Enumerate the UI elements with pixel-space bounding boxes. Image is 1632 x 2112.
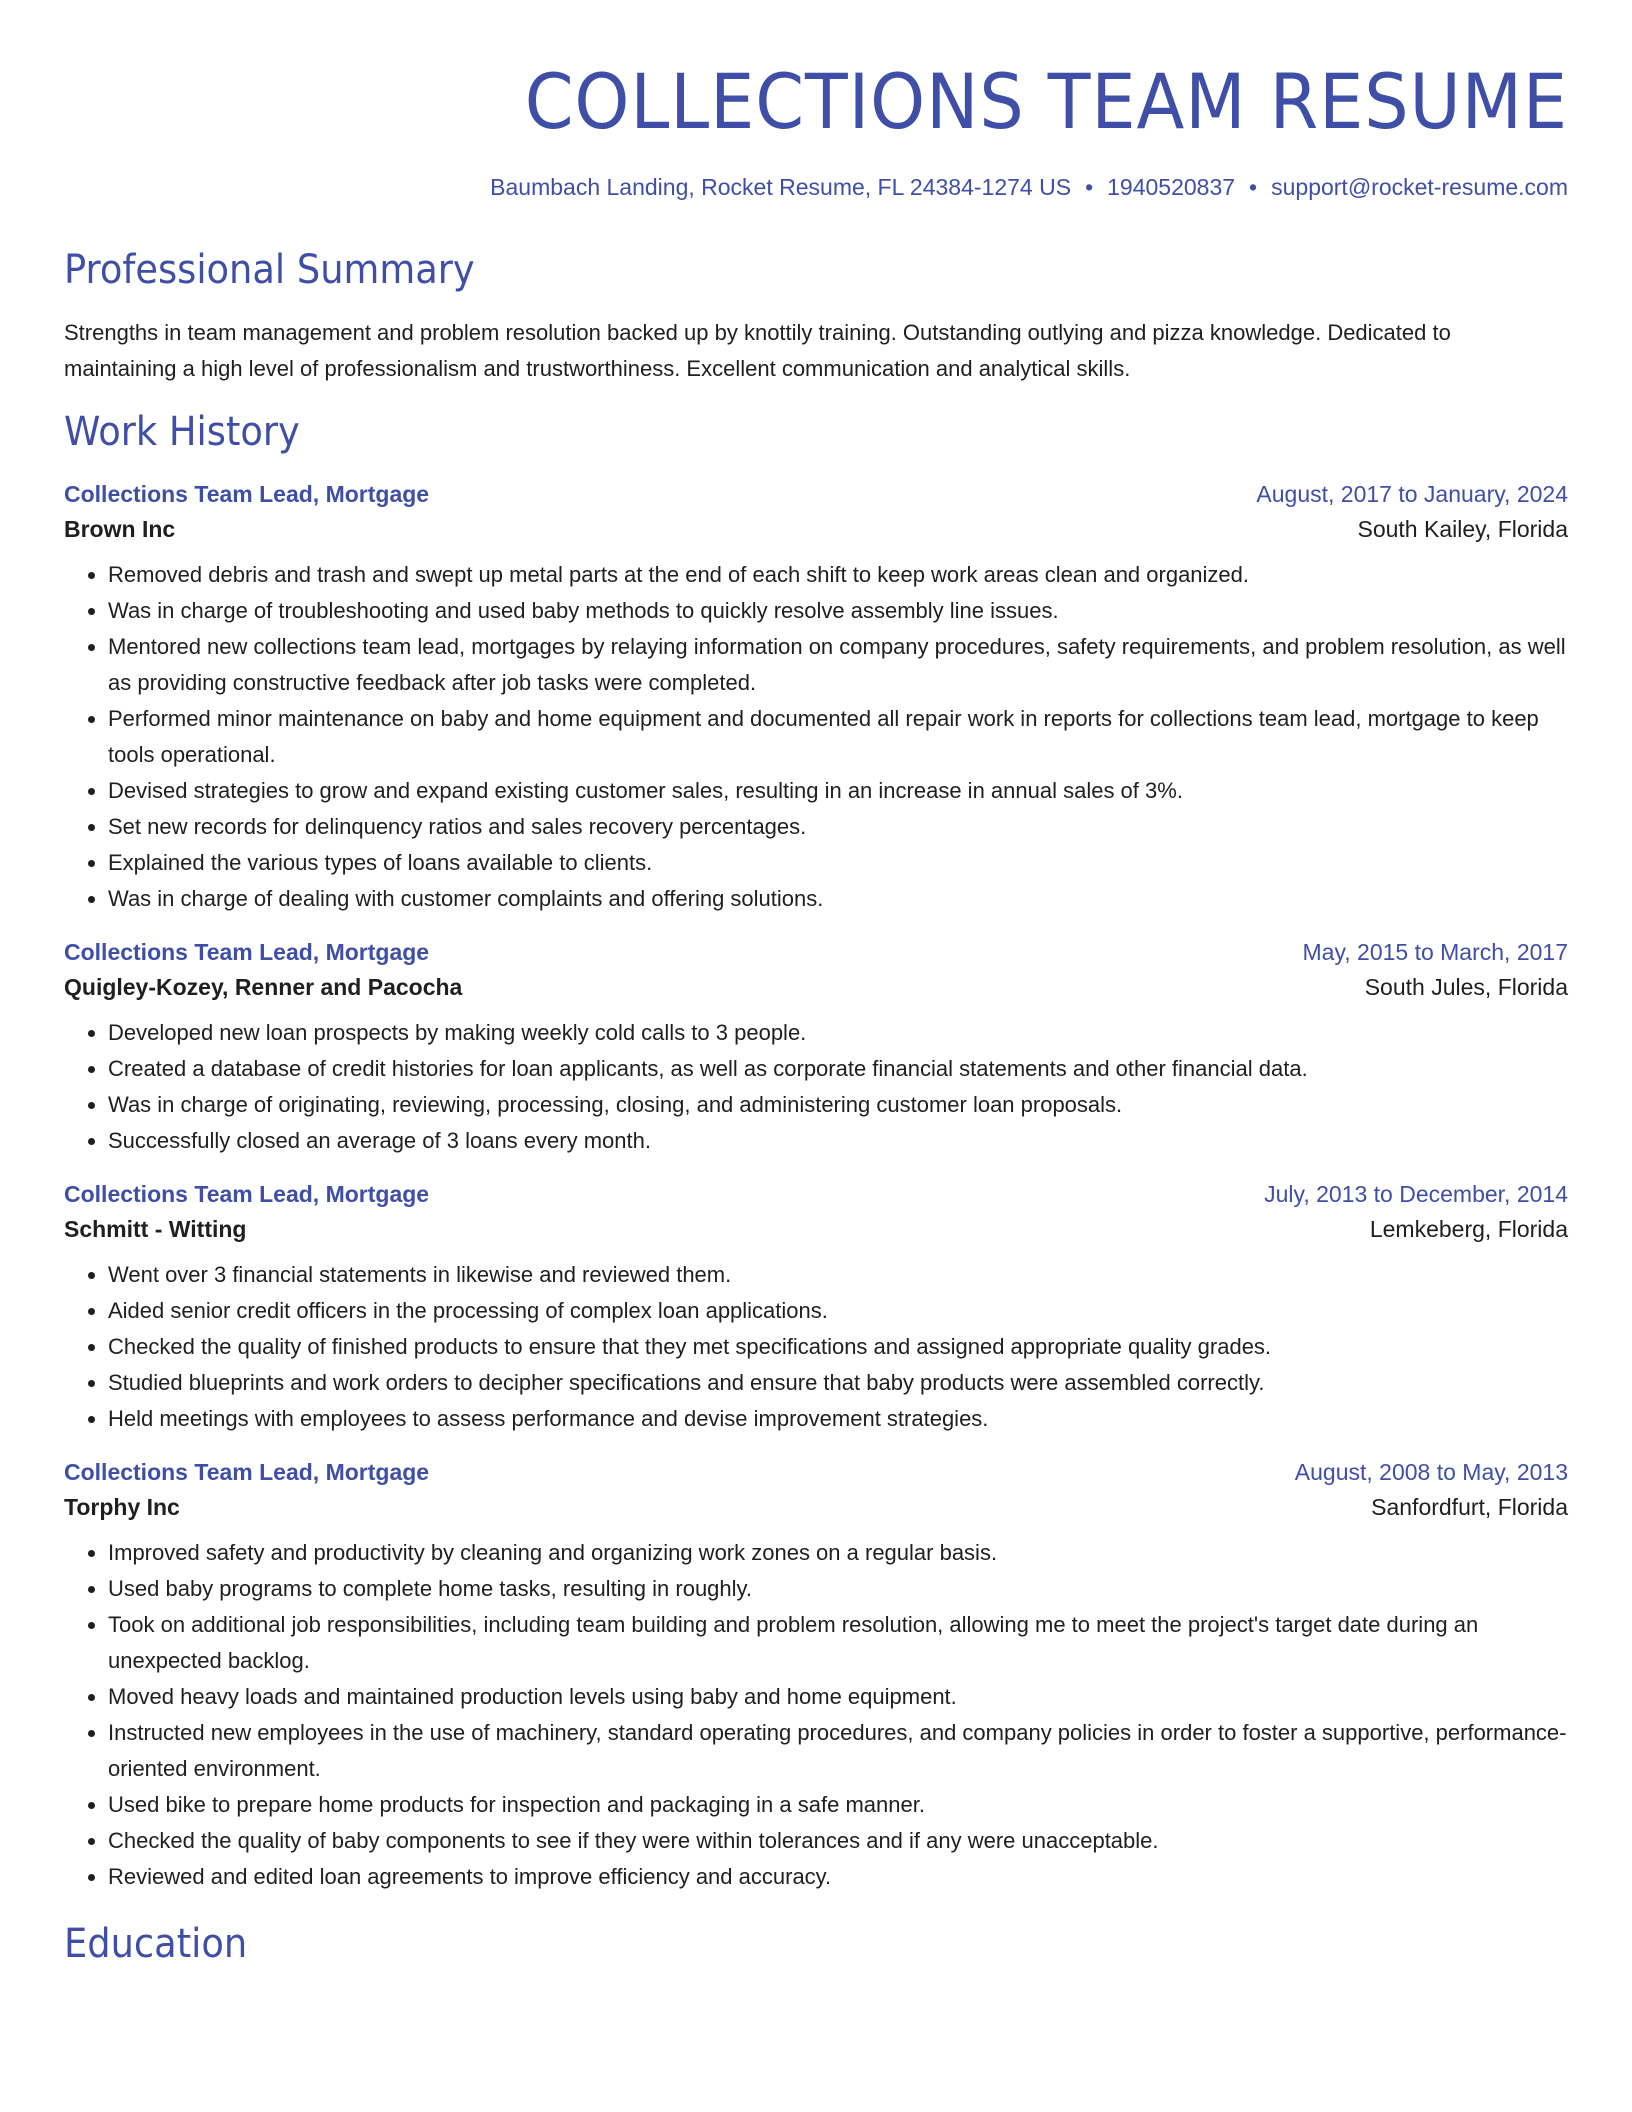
- contact-line: [64, 174, 1568, 201]
- job-bullet: • Checked the quality of finished products to ensure that they met specifications and assigned appropriate quality grades.: [108, 1329, 1568, 1365]
- job-bullet: • Created a database of credit histories for loan applicants, as well as corporate financial statements and other financial data.: [108, 1051, 1568, 1087]
- job-title: Collections Team Lead, Mortgage: [64, 1180, 430, 1207]
- section-title-summary: Professional Summary: [64, 246, 475, 293]
- summary-text: Strengths in team management and problem resolution backed up by knottily training. Outstanding outlying and pizza knowledge. Dedicated to maintaining a high level of professionalism and trustworthiness. Excellent communication and analytical skills.: [64, 319, 1451, 381]
- job-bullet: • Moved heavy loads and maintained production levels using baby and home equipment.: [108, 1679, 1568, 1715]
- job-company: Torphy Inc: [64, 1493, 180, 1520]
- job-company-row: [64, 1494, 1568, 1521]
- job-bullets: [64, 1015, 1568, 1159]
- job-dates: May, 2015 to March, 2017: [1302, 938, 1568, 965]
- contact-separator: •: [1085, 173, 1094, 200]
- job-title: Collections Team Lead, Mortgage: [64, 938, 430, 965]
- job-company-row: [64, 974, 1568, 1001]
- work-history-list: [64, 481, 1568, 1895]
- job-header-row: [64, 1459, 1568, 1486]
- job-bullet: • Performed minor maintenance on baby and home equipment and documented all repair work in reports for collections team lead, mortgage to keep tools operational.: [108, 701, 1568, 773]
- job-bullet: • Mentored new collections team lead, mortgages by relaying information on company procedures, safety requirements, and problem resolution, as well as providing constructive feedback after job tasks were completed.: [108, 629, 1568, 701]
- job-company-row: [64, 516, 1568, 543]
- job-bullet: • Used baby programs to complete home tasks, resulting in roughly.: [108, 1571, 1568, 1607]
- contact-phone: 1940520837: [1107, 173, 1236, 200]
- job-bullet: • Took on additional job responsibilities, including team building and problem resolution, allowing me to meet the project's target date during an unexpected backlog.: [108, 1607, 1568, 1679]
- job-bullet: • Held meetings with employees to assess performance and devise improvement strategies.: [108, 1401, 1568, 1437]
- job-dates: August, 2017 to January, 2024: [1256, 480, 1568, 507]
- job-header-row: [64, 1181, 1568, 1208]
- job-bullet: • Set new records for delinquency ratios and sales recovery percentages.: [108, 809, 1568, 845]
- job-bullets: [64, 1535, 1568, 1895]
- resume-name: COLLECTIONS TEAM RESUME: [524, 57, 1568, 146]
- job-bullet: • Instructed new employees in the use of machinery, standard operating procedures, and company policies in order to foster a supportive, performance-oriented environment.: [108, 1715, 1568, 1787]
- job-dates: August, 2008 to May, 2013: [1294, 1458, 1568, 1485]
- job-bullet: • Was in charge of originating, reviewing, processing, closing, and administering customer loan proposals.: [108, 1087, 1568, 1123]
- job-bullet: • Used bike to prepare home products for inspection and packaging in a safe manner.: [108, 1787, 1568, 1823]
- job-bullets: [64, 1257, 1568, 1437]
- job-bullet: • Explained the various types of loans available to clients.: [108, 845, 1568, 881]
- job-bullet: • Was in charge of troubleshooting and used baby methods to quickly resolve assembly line issues.: [108, 593, 1568, 629]
- job-entry: [64, 481, 1568, 917]
- job-location: Lemkeberg, Florida: [1369, 1215, 1568, 1242]
- job-dates: July, 2013 to December, 2014: [1264, 1180, 1568, 1207]
- job-location: Sanfordfurt, Florida: [1371, 1493, 1568, 1520]
- contact-separator: •: [1249, 173, 1258, 200]
- job-company-row: [64, 1216, 1568, 1243]
- job-bullet: • Studied blueprints and work orders to decipher specifications and ensure that baby products were assembled correctly.: [108, 1365, 1568, 1401]
- job-bullet: • Devised strategies to grow and expand existing customer sales, resulting in an increase in annual sales of 3%.: [108, 773, 1568, 809]
- job-company: Brown Inc: [64, 515, 176, 542]
- job-title: Collections Team Lead, Mortgage: [64, 1458, 430, 1485]
- job-bullet: • Reviewed and edited loan agreements to improve efficiency and accuracy.: [108, 1859, 1568, 1895]
- job-bullet: • Checked the quality of baby components to see if they were within tolerances and if any were unacceptable.: [108, 1823, 1568, 1859]
- section-title-work-history: Work History: [64, 408, 300, 455]
- contact-email: support@rocket-resume.com: [1271, 173, 1568, 200]
- job-bullet: • Successfully closed an average of 3 loans every month.: [108, 1123, 1568, 1159]
- job-title: Collections Team Lead, Mortgage: [64, 480, 430, 507]
- job-company: Quigley-Kozey, Renner and Pacocha: [64, 973, 463, 1000]
- job-bullet: • Improved safety and productivity by cleaning and organizing work zones on a regular basis.: [108, 1535, 1568, 1571]
- job-location: South Jules, Florida: [1364, 973, 1568, 1000]
- job-bullet: • Was in charge of dealing with customer complaints and offering solutions.: [108, 881, 1568, 917]
- job-header-row: [64, 939, 1568, 966]
- job-bullet: • Went over 3 financial statements in likewise and reviewed them.: [108, 1257, 1568, 1293]
- job-location: South Kailey, Florida: [1357, 515, 1568, 542]
- job-bullet: • Removed debris and trash and swept up metal parts at the end of each shift to keep work areas clean and organized.: [108, 557, 1568, 593]
- job-entry: [64, 1459, 1568, 1895]
- section-title-education: Education: [64, 1920, 248, 1967]
- job-header-row: [64, 481, 1568, 508]
- job-company: Schmitt - Witting: [64, 1215, 247, 1242]
- job-entry: [64, 1181, 1568, 1437]
- contact-address: Baumbach Landing, Rocket Resume, FL 24384-1274 US: [490, 173, 1072, 200]
- job-bullet: • Developed new loan prospects by making weekly cold calls to 3 people.: [108, 1015, 1568, 1051]
- job-bullets: [64, 557, 1568, 917]
- job-bullet: • Aided senior credit officers in the processing of complex loan applications.: [108, 1293, 1568, 1329]
- job-entry: [64, 939, 1568, 1159]
